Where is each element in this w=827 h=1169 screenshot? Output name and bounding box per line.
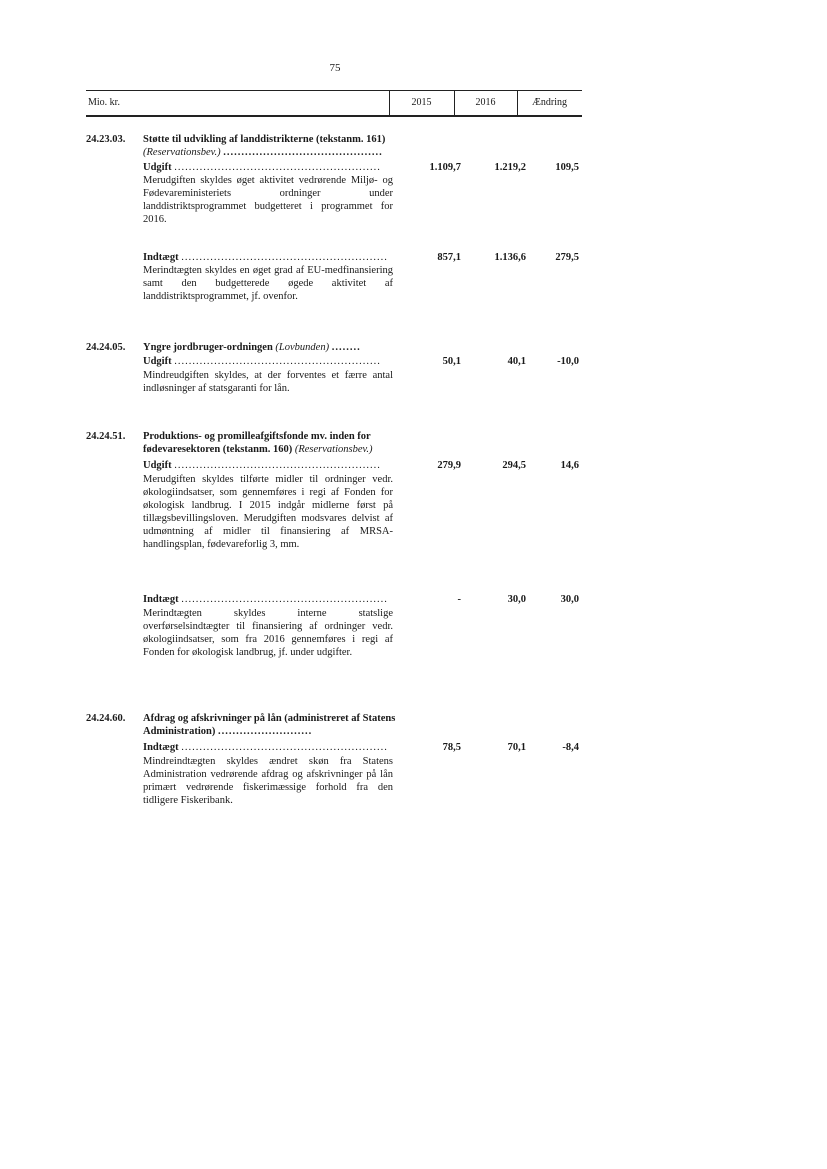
entry-title: Afdrag og afskrivninger på lån (administreret af Statens Administration) .......................... xyxy=(143,713,396,737)
value-2015: 78,5 xyxy=(442,742,461,753)
unit-label: Mio. kr. xyxy=(88,97,120,108)
value-2015: 50,1 xyxy=(442,356,461,367)
item-label: Indtægt ......................................................... xyxy=(143,252,388,263)
value-2016: 1.136,6 xyxy=(494,252,526,263)
value-2015: - xyxy=(457,594,461,605)
entry-title: Støtte til udvikling af landdistrikterne (tekstanm. 161) (Reservationsbev.) ............................................ xyxy=(143,134,386,158)
value-change: 14,6 xyxy=(560,460,579,471)
item-description: Merudgiften skyldes øget aktivitet vedrørende Miljø- og Fødevareministeriets ordninger under landdistriktsprogrammet budgetteret i programmet for 2016. xyxy=(143,175,393,225)
value-change: 279,5 xyxy=(555,252,579,263)
value-2016: 70,1 xyxy=(507,742,526,753)
column-change-header: Ændring xyxy=(532,97,567,108)
value-2016: 294,5 xyxy=(502,460,526,471)
page-number: 75 xyxy=(329,62,341,74)
item-label: Udgift ......................................................... xyxy=(143,356,381,367)
table-header xyxy=(86,90,582,116)
item-label: Indtægt ......................................................... xyxy=(143,594,388,605)
item-description: Merindtægten skyldes en øget grad af EU-medfinansiering samt den budgetterede øgede aktivitet af landdistriktsprogrammet, jf. ovenfor. xyxy=(143,265,393,302)
entry-title: Yngre jordbruger-ordningen (Lovbunden) ........ xyxy=(143,342,361,353)
item-description: Merudgiften skyldes tilførte midler til ordninger vedr. økologiindsatser, som gennemføres i regi af Fonden for økologisk landbrug. I 2015 indgår midlerne først på tillægsbevillingsloven. Merudgiften modsvares delvist af udmøntning af midler til finansiering af MRSA-handlingsplan, fødevareforlig 3, mm. xyxy=(143,474,393,550)
item-label: Udgift ......................................................... xyxy=(143,162,381,173)
value-change: -10,0 xyxy=(557,356,579,367)
item-description: Merindtægten skyldes interne statslige overførselsindtægter til finansiering af ordninger vedr. økologiindsatser, som fra 2016 gennemføres i regi af Fonden for økologisk landbrug, jf. under udgifter. xyxy=(143,608,393,658)
header-bottom-rule xyxy=(86,115,582,117)
value-2015: 279,9 xyxy=(437,460,461,471)
column-2015-header: 2015 xyxy=(411,97,432,108)
value-2016: 1.219,2 xyxy=(494,162,526,173)
value-2016: 40,1 xyxy=(507,356,526,367)
column-2016-header: 2016 xyxy=(475,97,496,108)
item-label: Indtægt ......................................................... xyxy=(143,742,388,753)
value-2015: 857,1 xyxy=(437,252,461,263)
entry-code: 24.24.05. xyxy=(86,342,126,353)
entry-code: 24.23.03. xyxy=(86,134,126,145)
header-top-rule xyxy=(86,90,582,91)
entry-code: 24.24.51. xyxy=(86,431,126,442)
value-change: 109,5 xyxy=(555,162,579,173)
value-change: -8,4 xyxy=(562,742,579,753)
item-description: Mindreindtægten skyldes ændret skøn fra Statens Administration vedrørende afdrag og afskrivninger på lån primært vedrørende fiskerimæssige forhold fra den tidligere Fiskeribank. xyxy=(143,756,393,806)
entry-code: 24.24.60. xyxy=(86,713,126,724)
value-change: 30,0 xyxy=(560,594,579,605)
value-2016: 30,0 xyxy=(507,594,526,605)
value-2015: 1.109,7 xyxy=(429,162,461,173)
item-label: Udgift ......................................................... xyxy=(143,460,381,471)
entry-title: Produktions- og promilleafgiftsfonde mv. inden for fødevaresektoren (tekstanm. 160) (Reservationsbev.) xyxy=(143,431,373,455)
item-description: Mindreudgiften skyldes, at der forventes et færre antal indløsninger af statsgaranti for lån. xyxy=(143,370,393,394)
